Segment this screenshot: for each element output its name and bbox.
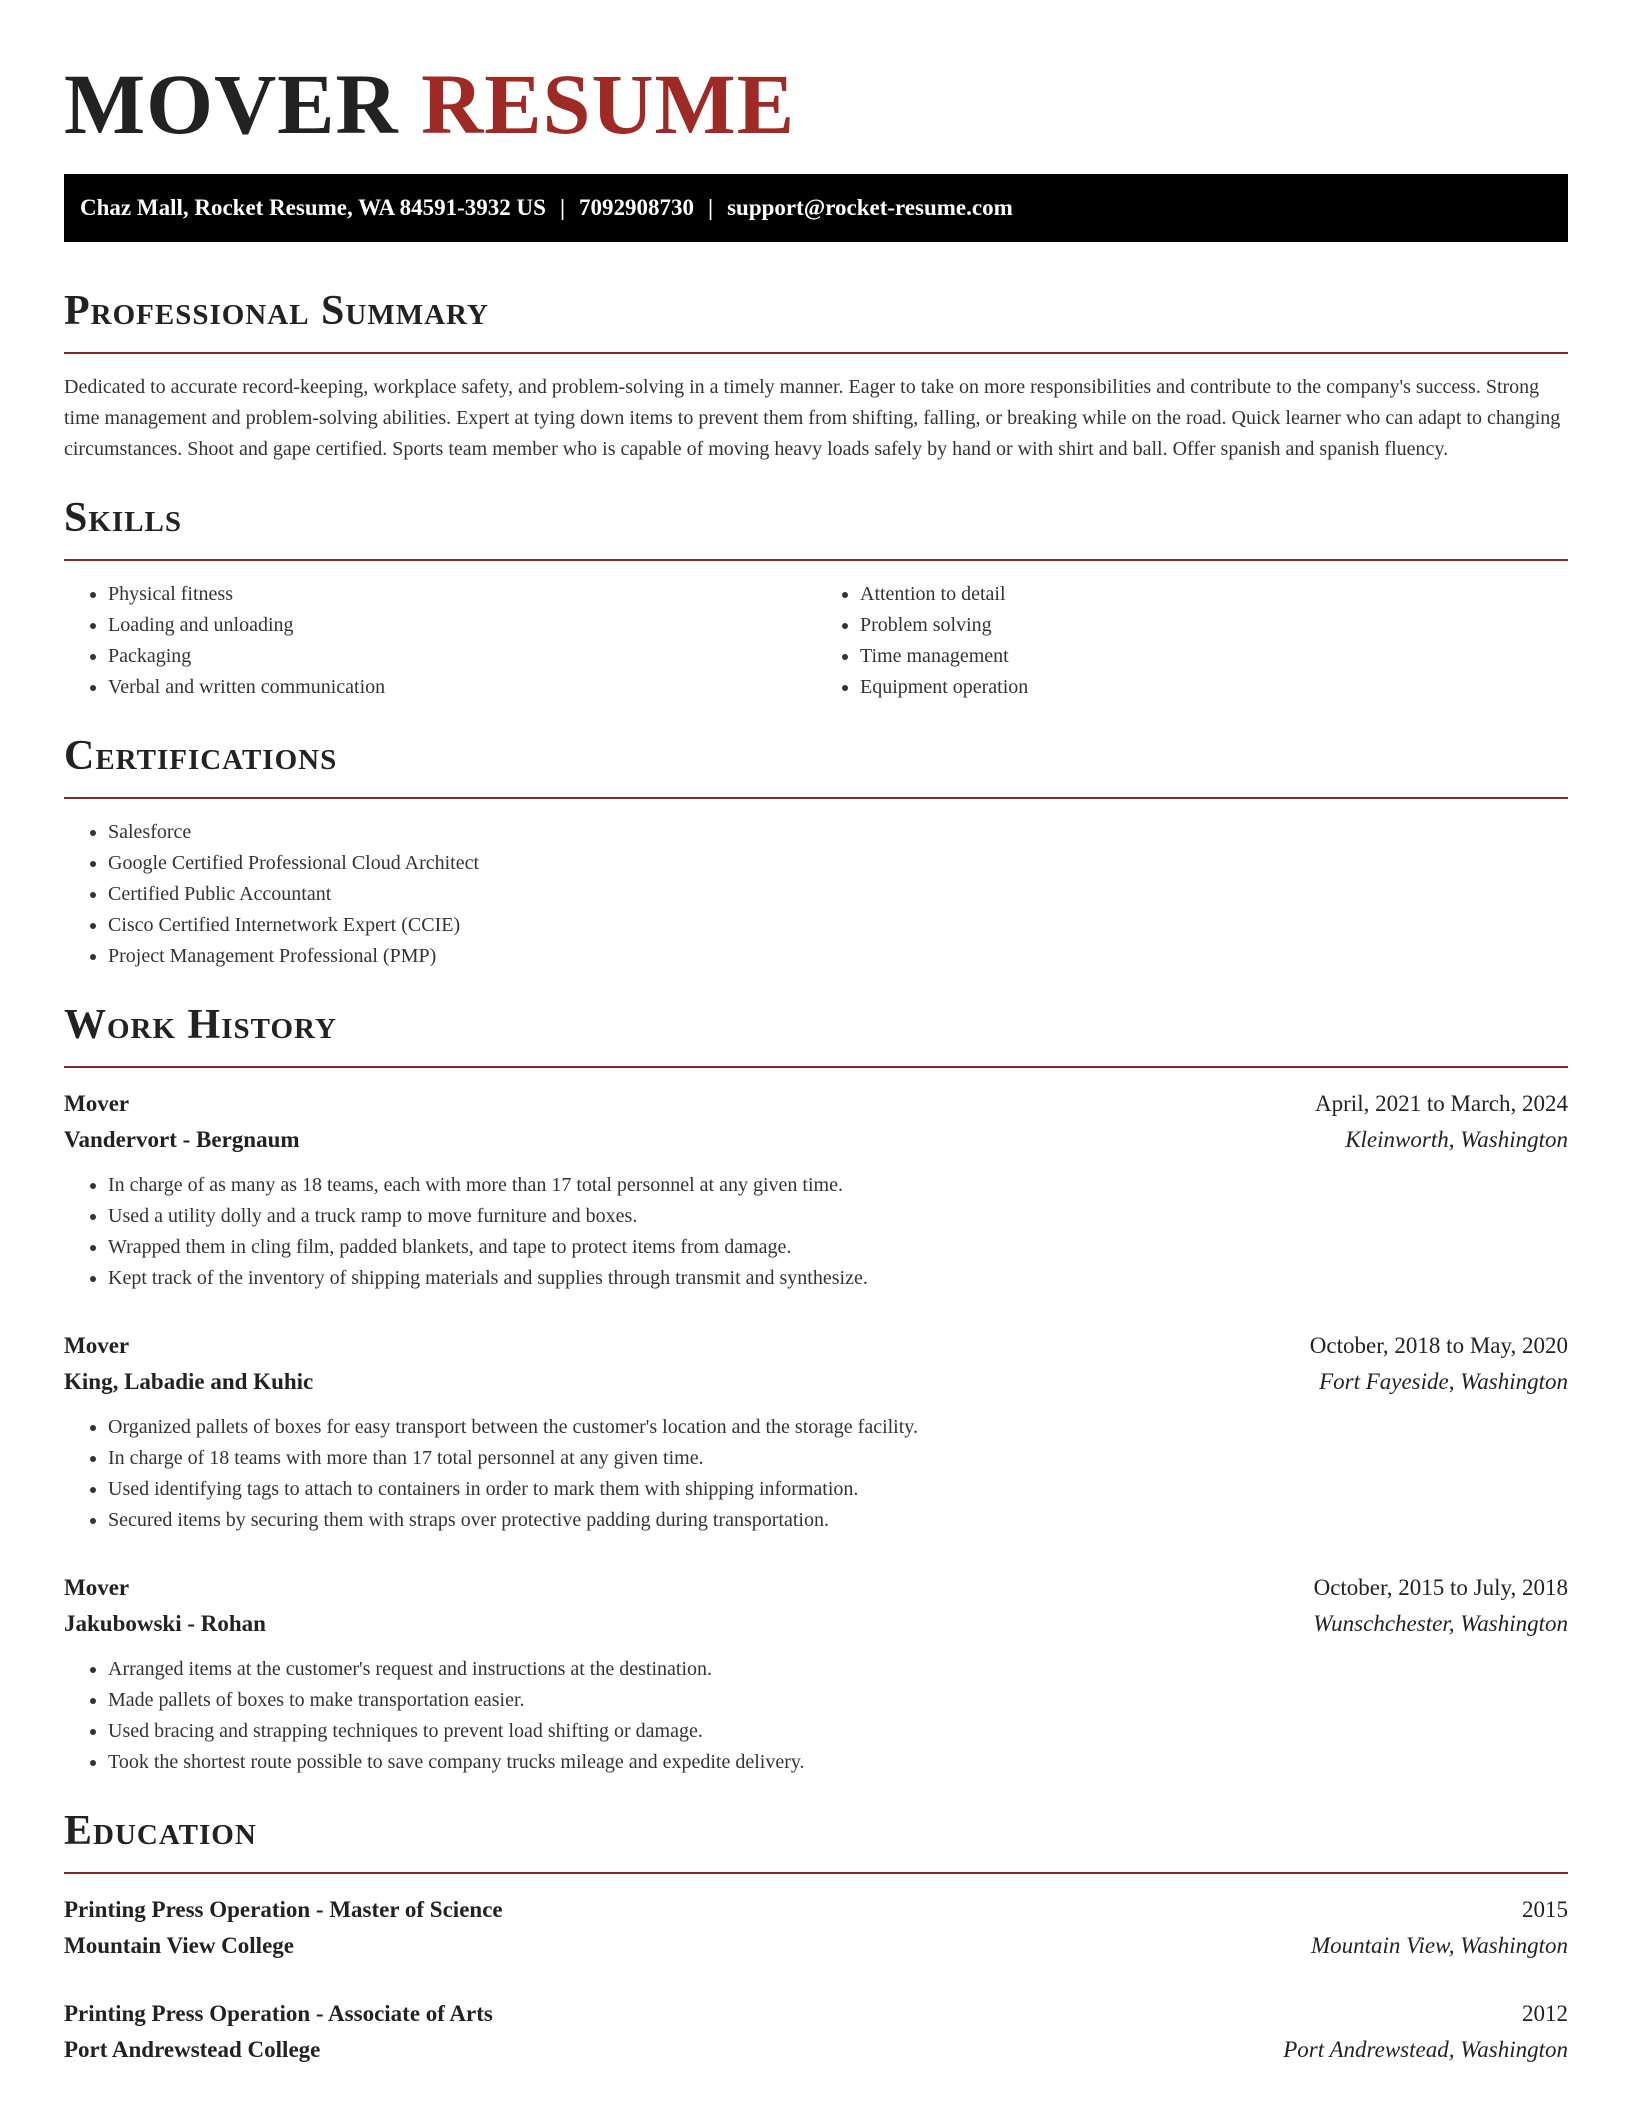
education-location: Mountain View, Washington [1310, 1933, 1568, 1958]
job-location: Wunschchester, Washington [1313, 1611, 1568, 1636]
education-section [64, 1806, 1568, 2068]
list-item: • Verbal and written communication [108, 672, 816, 703]
job-header-row [64, 1086, 1568, 1122]
list-item: • Organized pallets of boxes for easy transport between the customer's location and the storage facility. [108, 1412, 1568, 1443]
section-divider [64, 1066, 1568, 1068]
list-item: • Used a utility dolly and a truck ramp to move furniture and boxes. [108, 1201, 1568, 1232]
list-item: • Secured items by securing them with straps over protective padding during transportation. [108, 1505, 1568, 1536]
list-item: • Took the shortest route possible to save company trucks mileage and expedite delivery. [108, 1747, 1568, 1778]
job-company: King, Labadie and Kuhic [64, 1369, 314, 1394]
section-divider [64, 352, 1568, 354]
list-item: • In charge of as many as 18 teams, each with more than 17 total personnel at any given time. [108, 1170, 1568, 1201]
job-company: Vandervort - Bergnaum [64, 1127, 300, 1152]
skills-grid [64, 579, 1568, 703]
job-entry [64, 1086, 1568, 1294]
education-school: Port Andrewstead College [64, 2037, 321, 2062]
summary-text: Dedicated to accurate record-keeping, workplace safety, and problem-solving in a timely manner. Eager to take on more responsibilities and contribute to the company's success. Strong time management and problem-solving abilities. Expert at tying down items to prevent them from shifting, falling, or breaking while on the road. Quick learner who can adapt to changing circumstances. Shoot and gape certified. Sports team member who is capable of moving heavy loads safely by hand or with shirt and ball. Offer spanish and spanish fluency. [64, 376, 1561, 460]
work-history-section [64, 1000, 1568, 1778]
contact-email: support@rocket-resume.com [727, 195, 1013, 220]
education-entry [64, 1892, 1568, 1964]
job-dates: April, 2021 to March, 2024 [1315, 1091, 1568, 1116]
education-degree: Printing Press Operation - Master of Science [64, 1897, 503, 1922]
job-entry [64, 1570, 1568, 1778]
education-degree-row [64, 1892, 1568, 1928]
list-item: • Cisco Certified Internetwork Expert (CCIE) [108, 910, 1568, 941]
education-degree: Printing Press Operation - Associate of Arts [64, 2001, 493, 2026]
job-location: Kleinworth, Washington [1345, 1127, 1568, 1152]
list-item: • Attention to detail [860, 579, 1568, 610]
education-school: Mountain View College [64, 1933, 294, 1958]
list-item: • In charge of 18 teams with more than 17 total personnel at any given time. [108, 1443, 1568, 1474]
section-title-summary: Professional Summary [64, 288, 489, 334]
resume-title [64, 54, 1568, 154]
education-school-row [64, 2032, 1568, 2068]
job-company-row [64, 1364, 1568, 1400]
section-title-skills: Skills [64, 495, 183, 541]
education-entry [64, 1996, 1568, 2068]
list-item: • Project Management Professional (PMP) [108, 941, 1568, 972]
education-school-row [64, 1928, 1568, 1964]
contact-address: Chaz Mall, Rocket Resume, WA 84591-3932 US [80, 195, 546, 220]
section-title-work-history: Work History [64, 1002, 337, 1048]
job-dates: October, 2015 to July, 2018 [1313, 1575, 1568, 1600]
section-divider [64, 1872, 1568, 1874]
job-company: Jakubowski - Rohan [64, 1611, 266, 1636]
job-title: Mover [64, 1575, 130, 1600]
section-divider [64, 797, 1568, 799]
list-item: • Arranged items at the customer's request and instructions at the destination. [108, 1654, 1568, 1685]
job-company-row [64, 1606, 1568, 1642]
section-title-certifications: Certifications [64, 733, 338, 779]
list-item: • Used bracing and strapping techniques to prevent load shifting or damage. [108, 1716, 1568, 1747]
job-header-row [64, 1328, 1568, 1364]
education-location: Port Andrewstead, Washington [1283, 2037, 1568, 2062]
list-item: • Made pallets of boxes to make transportation easier. [108, 1685, 1568, 1716]
contact-phone: 7092908730 [579, 195, 695, 220]
job-header-row [64, 1570, 1568, 1606]
summary-section [64, 286, 1568, 465]
certifications-section [64, 731, 1568, 972]
contact-separator: | [559, 195, 566, 220]
list-item: • Kept track of the inventory of shipping materials and supplies through transmit and synthesize. [108, 1263, 1568, 1294]
job-bullets [64, 1170, 1568, 1294]
list-item: • Used identifying tags to attach to containers in order to mark them with shipping information. [108, 1474, 1568, 1505]
list-item: • Equipment operation [860, 672, 1568, 703]
resume-title-accent: RESUME [421, 56, 796, 152]
certifications-list [64, 817, 1568, 972]
section-divider [64, 559, 1568, 561]
list-item: • Google Certified Professional Cloud Architect [108, 848, 1568, 879]
job-title: Mover [64, 1091, 130, 1116]
education-year: 2015 [1522, 1897, 1568, 1922]
list-item: • Certified Public Accountant [108, 879, 1568, 910]
list-item: • Wrapped them in cling film, padded blankets, and tape to protect items from damage. [108, 1232, 1568, 1263]
list-item: • Time management [860, 641, 1568, 672]
skills-list-left [64, 579, 816, 703]
contact-separator: | [708, 195, 714, 220]
contact-bar [64, 174, 1568, 242]
list-item: • Problem solving [860, 610, 1568, 641]
job-company-row [64, 1122, 1568, 1158]
job-bullets [64, 1412, 1568, 1536]
list-item: • Loading and unloading [108, 610, 816, 641]
job-dates: October, 2018 to May, 2020 [1309, 1333, 1568, 1358]
job-entry [64, 1328, 1568, 1536]
education-year: 2012 [1522, 2001, 1568, 2026]
list-item: • Packaging [108, 641, 816, 672]
education-degree-row [64, 1996, 1568, 2032]
job-title: Mover [64, 1333, 130, 1358]
skills-list-right [816, 579, 1568, 703]
job-location: Fort Fayeside, Washington [1319, 1369, 1568, 1394]
list-item: • Salesforce [108, 817, 1568, 848]
resume-title-main: MOVER [64, 56, 399, 152]
list-item: • Physical fitness [108, 579, 816, 610]
skills-section [64, 493, 1568, 703]
job-bullets [64, 1654, 1568, 1778]
section-title-education: Education [64, 1808, 257, 1854]
